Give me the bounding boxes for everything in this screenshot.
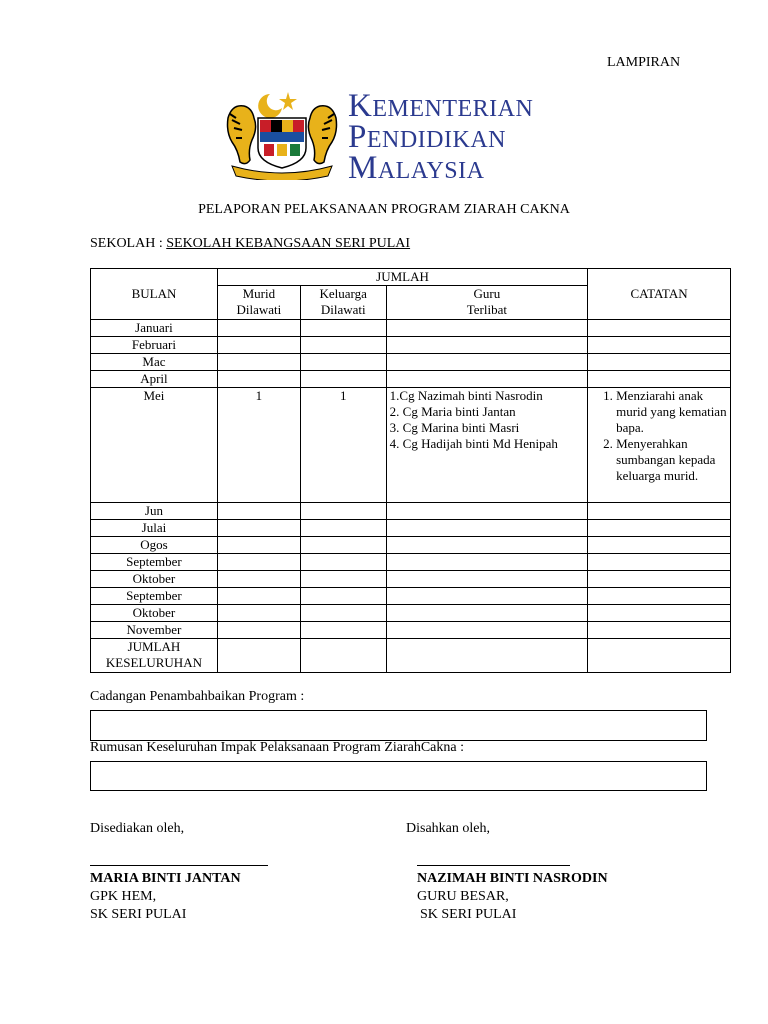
catatan-list	[591, 388, 727, 484]
ministry-line-1: KEMENTERIAN	[348, 88, 534, 124]
header-catatan: CATATAN	[588, 269, 731, 320]
murid-cell	[217, 571, 300, 588]
guru-name: 2. Cg Maria binti Jantan	[389, 404, 516, 419]
approved-signature-line	[417, 865, 570, 866]
header-guru: Guru Terlibat	[386, 286, 587, 320]
keluarga-cell	[300, 588, 386, 605]
keluarga-cell: 1	[300, 388, 386, 503]
murid-cell: 1	[217, 388, 300, 503]
header-murid: Murid Dilawati	[217, 286, 300, 320]
guru-name: 3. Cg Marina binti Masri	[389, 420, 520, 435]
guru-cell	[386, 588, 587, 605]
catatan-cell	[588, 371, 731, 388]
guru-cell	[386, 388, 587, 503]
school-label: SEKOLAH :	[90, 236, 163, 251]
total-cell	[588, 639, 731, 673]
catatan-cell	[588, 388, 731, 503]
ministry-line-3: MALAYSIA	[348, 150, 485, 186]
catatan-cell	[588, 537, 731, 554]
month-cell: Oktober	[91, 571, 218, 588]
guru-cell	[386, 354, 587, 371]
catatan-cell	[588, 320, 731, 337]
keluarga-cell	[300, 503, 386, 520]
table-row	[91, 571, 731, 588]
catatan-cell	[588, 520, 731, 537]
keluarga-cell	[300, 622, 386, 639]
approved-school: SK SERI PULAI	[420, 907, 517, 922]
month-cell: September	[91, 588, 218, 605]
catatan-cell	[588, 571, 731, 588]
murid-cell	[217, 588, 300, 605]
header-bulan: BULAN	[91, 269, 218, 320]
ministry-name	[348, 88, 534, 186]
header-jumlah: JUMLAH	[217, 269, 587, 286]
total-row	[91, 639, 731, 673]
approved-position: GURU BESAR,	[417, 889, 509, 904]
total-label: JUMLAH KESELURUHAN	[91, 639, 218, 673]
murid-cell	[217, 605, 300, 622]
prepared-block	[90, 870, 241, 924]
lampiran-label: LAMPIRAN	[607, 55, 681, 70]
table-row	[91, 622, 731, 639]
month-cell: Ogos	[91, 537, 218, 554]
catatan-cell	[588, 354, 731, 371]
catatan-item: 1. Menziarahi anak murid yang kematian bapa.	[616, 388, 727, 436]
guru-name: 1.Cg Nazimah binti Nasrodin	[389, 388, 543, 403]
month-cell: September	[91, 554, 218, 571]
guru-cell	[386, 371, 587, 388]
approved-by-label: Disahkan oleh,	[406, 821, 490, 836]
guru-cell	[386, 520, 587, 537]
murid-cell	[217, 503, 300, 520]
table-row	[91, 537, 731, 554]
guru-cell	[386, 337, 587, 354]
table-row	[91, 320, 731, 337]
prepared-by-label: Disediakan oleh,	[90, 821, 185, 836]
table-row	[91, 371, 731, 388]
month-cell: Mac	[91, 354, 218, 371]
table-row	[91, 337, 731, 354]
total-cell	[300, 639, 386, 673]
murid-cell	[217, 337, 300, 354]
keluarga-cell	[300, 537, 386, 554]
keluarga-cell	[300, 520, 386, 537]
catatan-cell	[588, 503, 731, 520]
guru-cell	[386, 605, 587, 622]
prepared-signature-line	[90, 865, 268, 866]
rumusan-box[interactable]	[90, 761, 707, 791]
catatan-cell	[588, 554, 731, 571]
table-row	[91, 503, 731, 520]
school-line	[90, 236, 410, 252]
keluarga-cell	[300, 571, 386, 588]
table-row	[91, 588, 731, 605]
guru-name: 4. Cg Hadijah binti Md Henipah	[389, 436, 558, 451]
total-cell	[386, 639, 587, 673]
rumusan-label: Rumusan Keseluruhan Impak Pelaksanaan Program ZiarahCakna :	[90, 740, 465, 755]
month-cell: Julai	[91, 520, 218, 537]
month-cell: Februari	[91, 337, 218, 354]
murid-cell	[217, 537, 300, 554]
keluarga-cell	[300, 605, 386, 622]
table-row	[91, 520, 731, 537]
month-cell: Mei	[91, 388, 218, 503]
guru-cell	[386, 320, 587, 337]
month-cell: Januari	[91, 320, 218, 337]
guru-cell	[386, 571, 587, 588]
prepared-school: SK SERI PULAI	[90, 907, 187, 922]
total-cell	[217, 639, 300, 673]
guru-cell	[386, 622, 587, 639]
prepared-position: GPK HEM,	[90, 889, 157, 904]
keluarga-cell	[300, 554, 386, 571]
keluarga-cell	[300, 320, 386, 337]
month-cell: November	[91, 622, 218, 639]
catatan-item: 2. Menyerahkan sumbangan kepada keluarga murid.	[616, 436, 727, 484]
approved-block	[417, 870, 608, 924]
report-table	[90, 268, 731, 673]
month-cell: April	[91, 371, 218, 388]
month-cell: Oktober	[91, 605, 218, 622]
guru-cell	[386, 554, 587, 571]
murid-cell	[217, 622, 300, 639]
jata-negara-crest-icon	[222, 88, 342, 180]
murid-cell	[217, 554, 300, 571]
header-keluarga: Keluarga Dilawati	[300, 286, 386, 320]
catatan-cell	[588, 605, 731, 622]
document-title: PELAPORAN PELAKSANAAN PROGRAM ZIARAH CAKNA	[198, 202, 570, 217]
month-cell: Jun	[91, 503, 218, 520]
murid-cell	[217, 354, 300, 371]
ministry-line-2: PENDIDIKAN	[348, 119, 506, 155]
catatan-cell	[588, 588, 731, 605]
guru-cell	[386, 503, 587, 520]
catatan-cell	[588, 337, 731, 354]
murid-cell	[217, 320, 300, 337]
guru-cell	[386, 537, 587, 554]
cadangan-box[interactable]	[90, 710, 707, 741]
prepared-name: MARIA BINTI JANTAN	[90, 871, 241, 886]
keluarga-cell	[300, 371, 386, 388]
school-name: SEKOLAH KEBANGSAAN SERI PULAI	[166, 236, 411, 251]
table-row	[91, 354, 731, 371]
murid-cell	[217, 371, 300, 388]
murid-cell	[217, 520, 300, 537]
cadangan-label: Cadangan Penambahbaikan Program :	[90, 689, 305, 704]
approved-name: NAZIMAH BINTI NASRODIN	[417, 871, 608, 886]
keluarga-cell	[300, 354, 386, 371]
keluarga-cell	[300, 337, 386, 354]
table-row	[91, 605, 731, 622]
table-row	[91, 554, 731, 571]
catatan-cell	[588, 622, 731, 639]
table-row	[91, 388, 731, 503]
